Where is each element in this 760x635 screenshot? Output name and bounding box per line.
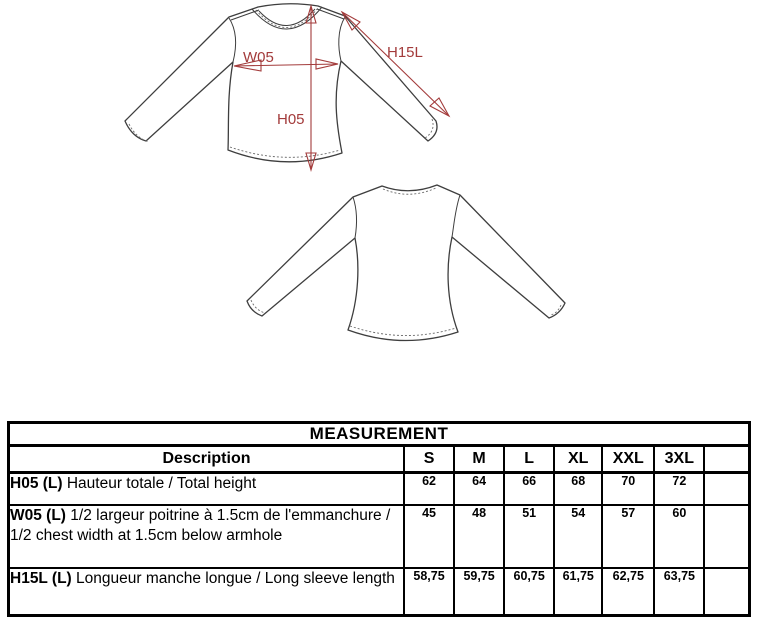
- measure-code: H05 (L): [10, 475, 63, 492]
- measurement-value-cell: 62,75: [602, 568, 654, 616]
- h15l-label: H15L: [387, 44, 423, 61]
- table-title-row: [9, 423, 750, 446]
- measure-text: Hauteur totale / Total height: [66, 475, 257, 492]
- table-row-w05: [9, 505, 750, 568]
- measurement-value-cell: 45: [404, 505, 454, 568]
- measurement-value-cell: 61,75: [554, 568, 602, 616]
- back-outline: [247, 185, 565, 341]
- measurement-value-cell: 63,75: [654, 568, 704, 616]
- measurement-value-cell: 51: [504, 505, 554, 568]
- row-description: [9, 505, 405, 568]
- table-title: MEASUREMENT: [9, 423, 750, 446]
- front-outline: [125, 4, 437, 162]
- column-header-description: Description: [9, 446, 405, 473]
- table-header-row: [9, 446, 750, 473]
- column-header-s: S: [404, 446, 454, 473]
- measurement-value-cell: 66: [504, 473, 554, 505]
- column-header-xxl: XXL: [602, 446, 654, 473]
- h05-label: H05: [277, 111, 305, 128]
- measurement-value-cell: 57: [602, 505, 654, 568]
- table-row-h15l: [9, 568, 750, 616]
- measure-text: 1/2 largeur poitrine à 1.5cm de l'emmanchure / 1/2 chest width at 1.5cm below armhole: [10, 506, 391, 544]
- empty-cell: [704, 568, 749, 616]
- measurement-value-cell: 58,75: [404, 568, 454, 616]
- front-view-drawing: [125, 4, 437, 162]
- w05-label: W05: [243, 49, 274, 66]
- measurement-table: [7, 421, 751, 617]
- column-header-m: M: [454, 446, 504, 473]
- measurement-value-cell: 62: [404, 473, 454, 505]
- measurement-value-cell: 48: [454, 505, 504, 568]
- column-header-empty: [704, 446, 749, 473]
- row-description: [9, 568, 405, 616]
- back-view-drawing: [247, 185, 565, 341]
- measure-code: H15L (L): [10, 569, 72, 587]
- measurement-value-cell: 60: [654, 505, 704, 568]
- empty-cell: [704, 473, 749, 505]
- measurement-value-cell: 64: [454, 473, 504, 505]
- empty-cell: [704, 505, 749, 568]
- column-header-l: L: [504, 446, 554, 473]
- measurement-value-cell: 54: [554, 505, 602, 568]
- row-description: [9, 473, 405, 505]
- column-header-3xl: 3XL: [654, 446, 704, 473]
- measurement-value-cell: 60,75: [504, 568, 554, 616]
- measurement-value-cell: 72: [654, 473, 704, 505]
- measurement-value-cell: 68: [554, 473, 602, 505]
- measure-text: Longueur manche longue / Long sleeve length: [76, 569, 395, 587]
- measure-code: W05 (L): [10, 506, 66, 524]
- table-row-h05: [9, 473, 750, 505]
- measurement-value-cell: 59,75: [454, 568, 504, 616]
- column-header-xl: XL: [554, 446, 602, 473]
- measurement-value-cell: 70: [602, 473, 654, 505]
